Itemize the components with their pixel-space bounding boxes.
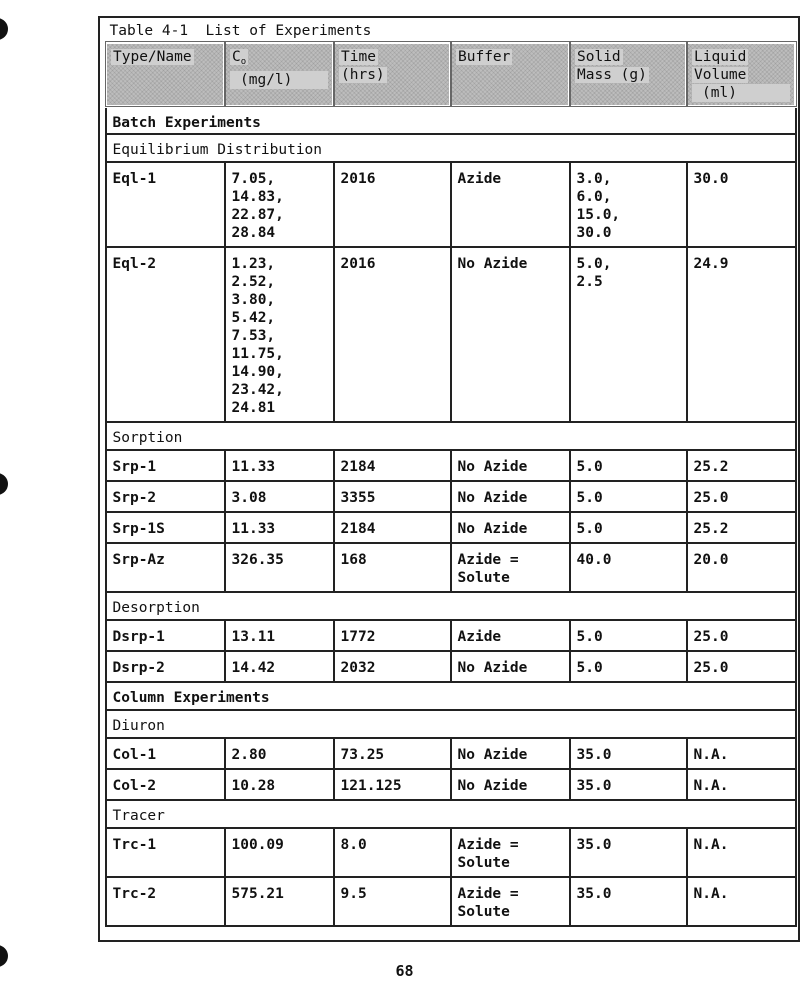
cell-volume: N.A. xyxy=(687,877,796,926)
cell-c0: 575.21 xyxy=(225,877,334,926)
cell-buffer: No Azide xyxy=(451,450,570,481)
table-row xyxy=(106,620,796,651)
section-batch-experiments: Batch Experiments xyxy=(106,106,796,134)
cell-buffer: No Azide xyxy=(451,738,570,769)
cell-time: 9.5 xyxy=(334,877,451,926)
cell-time: 2016 xyxy=(334,162,451,247)
cell-mass: 35.0 xyxy=(570,828,687,877)
experiments-table xyxy=(104,22,797,927)
cell-name: Dsrp-2 xyxy=(106,651,225,682)
cell-buffer: Azide = Solute xyxy=(451,543,570,592)
table-row xyxy=(106,543,796,592)
cell-buffer: Azide = Solute xyxy=(451,877,570,926)
cell-buffer: Azide xyxy=(451,620,570,651)
cell-time: 2016 xyxy=(334,247,451,422)
cell-mass: 5.0 xyxy=(570,481,687,512)
cell-c0: 14.42 xyxy=(225,651,334,682)
table-row xyxy=(106,651,796,682)
table-row xyxy=(106,828,796,877)
header-buffer: Buffer xyxy=(451,42,570,106)
section-diuron: Diuron xyxy=(106,710,796,738)
table-row xyxy=(106,769,796,800)
binder-hole xyxy=(0,18,8,40)
table-row xyxy=(106,512,796,543)
header-row xyxy=(106,42,796,106)
cell-volume: N.A. xyxy=(687,828,796,877)
cell-c0: 11.33 xyxy=(225,512,334,543)
cell-name: Col-2 xyxy=(106,769,225,800)
cell-volume: N.A. xyxy=(687,769,796,800)
cell-volume: 24.9 xyxy=(687,247,796,422)
section-desorption: Desorption xyxy=(106,592,796,620)
cell-volume: 25.0 xyxy=(687,481,796,512)
cell-mass: 5.0 xyxy=(570,620,687,651)
cell-time: 2184 xyxy=(334,450,451,481)
page-number: 68 xyxy=(395,962,414,980)
cell-c0: 326.35 xyxy=(225,543,334,592)
table-row xyxy=(106,450,796,481)
cell-time: 121.125 xyxy=(334,769,451,800)
table-row xyxy=(106,247,796,422)
cell-buffer: No Azide xyxy=(451,247,570,422)
header-liquid-volume: Liquid Volume (ml) xyxy=(687,42,796,106)
section-sorption: Sorption xyxy=(106,422,796,450)
cell-buffer: No Azide xyxy=(451,651,570,682)
table-label: Table 4-1 xyxy=(109,23,189,39)
cell-buffer: No Azide xyxy=(451,512,570,543)
cell-buffer: Azide = Solute xyxy=(451,828,570,877)
cell-volume: 25.2 xyxy=(687,450,796,481)
section-equilibrium-distribution: Equilibrium Distribution xyxy=(106,134,796,162)
cell-volume: 20.0 xyxy=(687,543,796,592)
cell-volume: 25.2 xyxy=(687,512,796,543)
cell-c0: 3.08 xyxy=(225,481,334,512)
cell-name: Dsrp-1 xyxy=(106,620,225,651)
cell-name: Col-1 xyxy=(106,738,225,769)
cell-c0: 2.80 xyxy=(225,738,334,769)
cell-time: 2032 xyxy=(334,651,451,682)
cell-volume: 25.0 xyxy=(687,651,796,682)
cell-name: Trc-2 xyxy=(106,877,225,926)
header-type-name: Type/Name xyxy=(106,42,225,106)
cell-time: 8.0 xyxy=(334,828,451,877)
cell-volume: 30.0 xyxy=(687,162,796,247)
cell-name: Eql-1 xyxy=(106,162,225,247)
header-time: Time (hrs) xyxy=(334,42,451,106)
cell-mass: 35.0 xyxy=(570,769,687,800)
binder-hole xyxy=(0,473,8,495)
header-c0: $C_o$ (mg/l) xyxy=(225,42,334,106)
cell-mass: 5.0 xyxy=(570,651,687,682)
cell-time: 168 xyxy=(334,543,451,592)
cell-mass: 35.0 xyxy=(570,738,687,769)
cell-mass: 5.0 xyxy=(570,450,687,481)
cell-volume: 25.0 xyxy=(687,620,796,651)
cell-buffer: Azide xyxy=(451,162,570,247)
cell-mass: 40.0 xyxy=(570,543,687,592)
table-row xyxy=(106,162,796,247)
cell-c0: 10.28 xyxy=(225,769,334,800)
cell-mass: 35.0 xyxy=(570,877,687,926)
cell-time: 3355 xyxy=(334,481,451,512)
cell-name: Eql-2 xyxy=(106,247,225,422)
cell-c0: 1.23, 2.52, 3.80, 5.42, 7.53, 11.75, 14.90, 23.42, 24.81 xyxy=(225,247,334,422)
cell-mass: 3.0, 6.0, 15.0, 30.0 xyxy=(570,162,687,247)
header-solid-mass: Solid Mass (g) xyxy=(570,42,687,106)
table-row xyxy=(106,877,796,926)
cell-name: Srp-1 xyxy=(106,450,225,481)
cell-buffer: No Azide xyxy=(451,769,570,800)
table-row xyxy=(106,481,796,512)
cell-time: 1772 xyxy=(334,620,451,651)
cell-c0: 7.05, 14.83, 22.87, 28.84 xyxy=(225,162,334,247)
cell-name: Srp-1S xyxy=(106,512,225,543)
section-tracer: Tracer xyxy=(106,800,796,828)
cell-name: Srp-2 xyxy=(106,481,225,512)
table-row xyxy=(106,738,796,769)
cell-mass: 5.0 xyxy=(570,512,687,543)
cell-c0: 100.09 xyxy=(225,828,334,877)
table-title: List of Experiments xyxy=(205,23,372,39)
cell-name: Srp-Az xyxy=(106,543,225,592)
cell-c0: 13.11 xyxy=(225,620,334,651)
cell-time: 73.25 xyxy=(334,738,451,769)
table-caption xyxy=(106,22,796,42)
cell-mass: 5.0, 2.5 xyxy=(570,247,687,422)
cell-name: Trc-1 xyxy=(106,828,225,877)
cell-volume: N.A. xyxy=(687,738,796,769)
cell-buffer: No Azide xyxy=(451,481,570,512)
cell-c0: 11.33 xyxy=(225,450,334,481)
cell-time: 2184 xyxy=(334,512,451,543)
section-column-experiments: Column Experiments xyxy=(106,682,796,710)
